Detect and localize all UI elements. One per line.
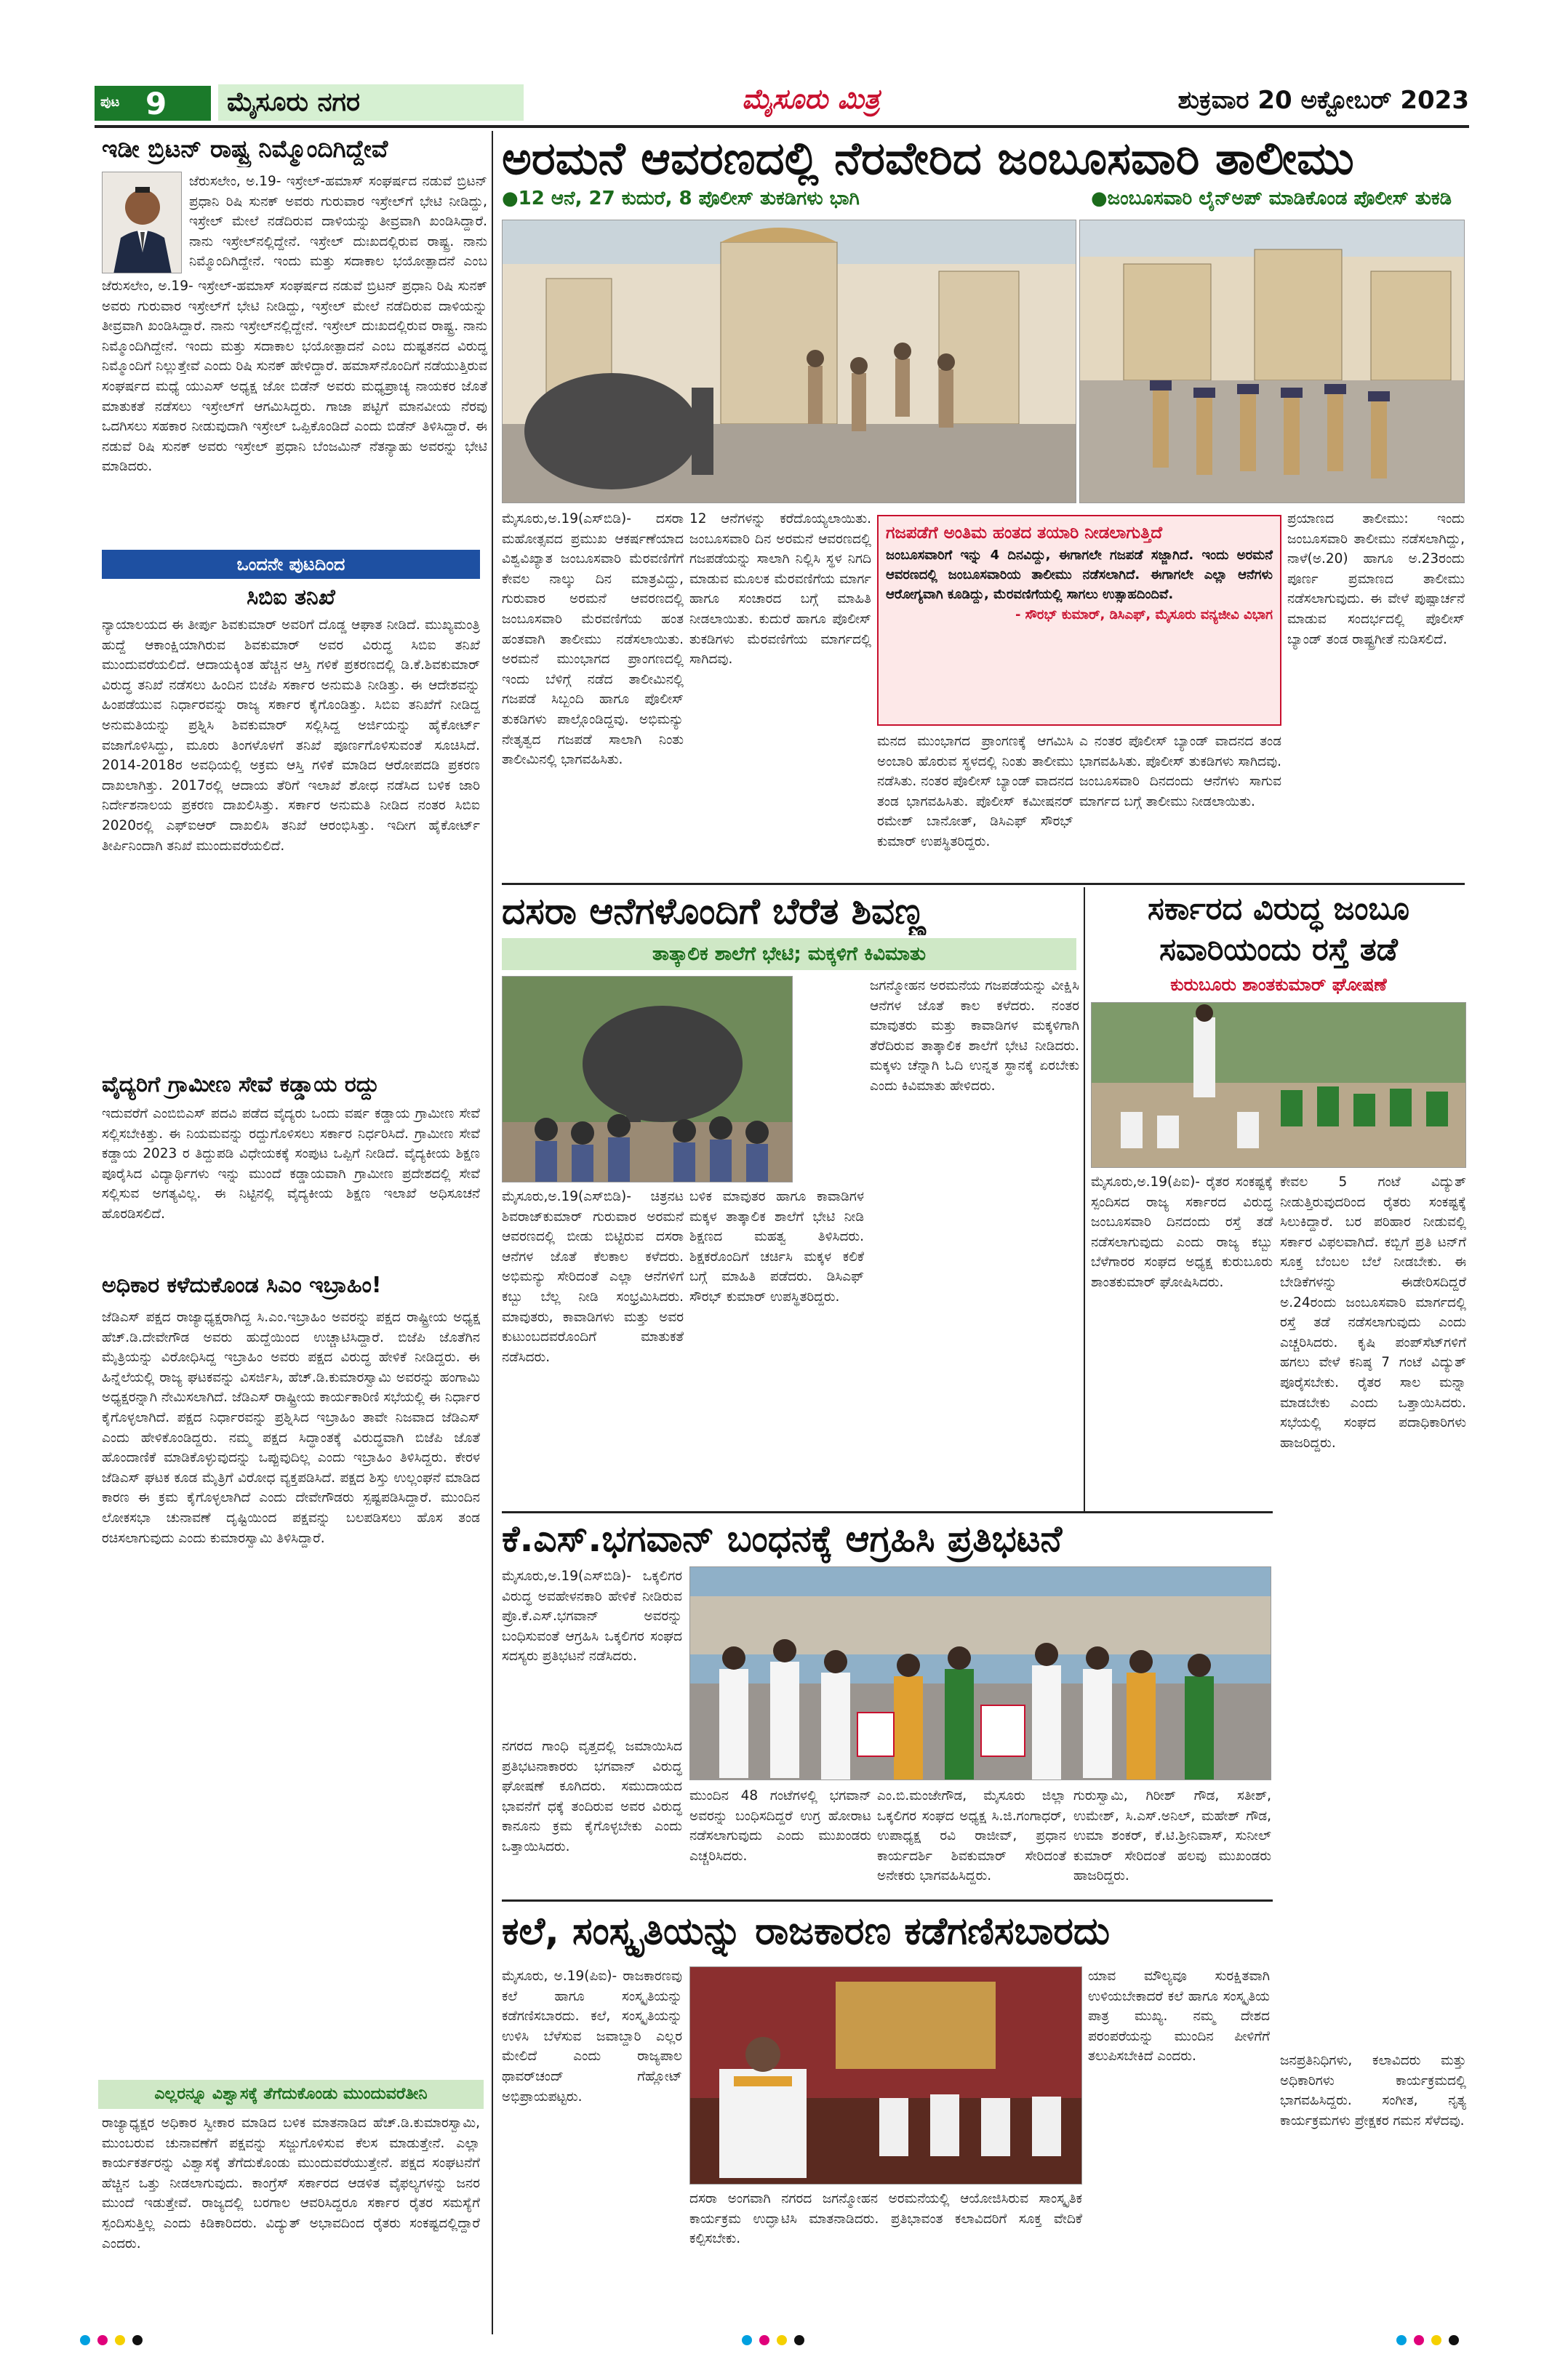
- paper-logo: ಮೈಸೂರು ಮಿತ್ರ: [742, 83, 880, 115]
- cbi-body: ನ್ಯಾಯಾಲಯದ ಈ ತೀರ್ಪು ಶಿವಕುಮಾರ್ ಅವರಿಗೆ ದೊಡ್ಡ ಆಘಾತ ನೀಡಿದೆ. ಮುಖ್ಯಮಂತ್ರಿ ಹುದ್ದೆ ಆಕಾಂಕ್ಷಿಯಾಗಿರುವ ಶಿವಕುಮಾರ್ ಅವರ ವಿರುದ್ಧ ಸಿಬಿಐ ತನಿಖೆ ಮುಂದುವರೆಯಲಿದೆ. ಆದಾಯಕ್ಕಿಂತ ಹೆಚ್ಚಿನ ಆಸ್ತಿ ಗಳಿಕೆ ಪ್ರಕರಣದಲ್ಲಿ ಡಿ.ಕೆ.ಶಿವಕುಮಾರ್ ವಿರುದ್ಧ ತನಿಖೆ ನಡೆಸಲು ಹಿಂದಿನ ಬಿಜೆಪಿ ಸರ್ಕಾರ ಅನುಮತಿ ನೀಡಿತ್ತು. ಈ ಆದೇಶವನ್ನು ಹಿಂಪಡೆಯುವ ನಿರ್ಧಾರವನ್ನು ರಾಜ್ಯ ಸರ್ಕಾರ ಕೈಗೊಂಡಿತ್ತು. ಸಿಬಿಐ ತನಿಖೆಗೆ ನೀಡಿದ್ದ ಅನುಮತಿಯನ್ನು ಪ್ರಶ್ನಿಸಿ ಶಿವಕುಮಾರ್ ಸಲ್ಲಿಸಿದ್ದ ಅರ್ಜಿಯನ್ನು ಹೈಕೋರ್ಟ್ ವಜಾಗೊಳಿಸಿದ್ದು, ಮೂರು ತಿಂಗಳೊಳಗೆ ತನಿಖೆ ಪೂರ್ಣಗೊಳಿಸುವಂತೆ ಸೂಚಿಸಿದೆ. 2014-2018ರ ಅವಧಿಯಲ್ಲಿ ಅಕ್ರಮ ಆಸ್ತಿ ಗಳಿಕೆ ಮಾಡಿದ ಆರೋಪದಡಿ ಪ್ರಕರಣ ದಾಖಲಾಗಿತ್ತು. 2017ರಲ್ಲಿ ಆದಾಯ ತೆರಿಗೆ ಇಲಾಖೆ ಶೋಧ ನಡೆಸಿದ ಬಳಿಕ ಜಾರಿ ನಿರ್ದೇಶನಾಲಯ ಪ್ರಕರಣ ದಾಖಲಿಸಿತ್ತು. ಸರ್ಕಾರ ಅನುಮತಿ ನೀಡಿದ ನಂತರ ಸಿಬಿಐ 2020ರಲ್ಲಿ ಎಫ್‌ಐಆರ್ ದಾಖಲಿಸಿ ತನಿಖೆ ಆರಂಭಿಸಿತ್ತು. ಇದೀಗ ಹೈಕೋರ್ಟ್ ತೀರ್ಪಿನಿಂದಾಗಿ ತನಿಖೆ ಮುಂದುವರೆಯಲಿದೆ.: [102, 617, 480, 854]
- cyan-dot: [1396, 2335, 1407, 2345]
- protest2-col-1: ಮೈಸೂರು,ಅ.19(ಎಸ್‌ಬಿಡಿ)- ಒಕ್ಕಲಿಗರ ವಿರುದ್ಧ ಅವಹೇಳನಕಾರಿ ಹೇಳಿಕೆ ನೀಡಿರುವ ಪ್ರೊ.ಕೆ.ಎಸ್.ಭಗವಾನ್ ಅವರನ್ನು ಬಂಧಿಸುವಂತೆ ಆಗ್ರಹಿಸಿ ಒಕ್ಕಲಿಗರ ಸಂಘದ ಸದಸ್ಯರು ಪ್ರತಿಭಟನೆ ನಡೆಸಿದರು.: [502, 1569, 682, 1665]
- masthead-rule: [95, 125, 1469, 128]
- culture-headline: ಕಲೆ, ಸಂಸ್ಕೃತಿಯನ್ನು ರಾಜಕಾರಣ ಕಡೆಗಣಿಸಬಾರದು: [502, 1910, 1111, 1953]
- protest1-headline: ಸರ್ಕಾರದ ವಿರುದ್ಧ ಜಂಬೂ ಸವಾರಿಯಂದು ರಸ್ತೆ ತಡೆ: [1147, 891, 1409, 968]
- ibrahim-body: ಜೆಡಿಎಸ್ ಪಕ್ಷದ ರಾಜ್ಯಾಧ್ಯಕ್ಷರಾಗಿದ್ದ ಸಿ.ಎಂ.ಇಬ್ರಾಹಿಂ ಅವರನ್ನು ಪಕ್ಷದ ರಾಷ್ಟ್ರೀಯ ಅಧ್ಯಕ್ಷ ಹೆಚ್.ಡಿ.ದೇವೇಗೌಡ ಅವರು ಹುದ್ದೆಯಿಂದ ಉಚ್ಚಾಟಿಸಿದ್ದಾರೆ. ಬಿಜೆಪಿ ಜೊತೆಗಿನ ಮೈತ್ರಿಯನ್ನು ವಿರೋಧಿಸಿದ್ದ ಇಬ್ರಾಹಿಂ ಅವರು ಪಕ್ಷದ ವಿರುದ್ಧ ಹೇಳಿಕೆ ನೀಡಿದ್ದರು. ಈ ಹಿನ್ನೆಲೆಯಲ್ಲಿ ರಾಜ್ಯ ಘಟಕವನ್ನು ವಿಸರ್ಜಿಸಿ, ಹೆಚ್.ಡಿ.ಕುಮಾರಸ್ವಾಮಿ ಅವರನ್ನು ಹಂಗಾಮಿ ಅಧ್ಯಕ್ಷರನ್ನಾಗಿ ನೇಮಿಸಲಾಗಿದೆ. ಜೆಡಿಎಸ್ ರಾಷ್ಟ್ರೀಯ ಕಾರ್ಯಕಾರಿಣಿ ಸಭೆಯಲ್ಲಿ ಈ ನಿರ್ಧಾರ ಕೈಗೊಳ್ಳಲಾಗಿದೆ. ಪಕ್ಷದ ನಿರ್ಧಾರವನ್ನು ಪ್ರಶ್ನಿಸಿದ ಇಬ್ರಾಹಿಂ ತಾವೇ ನಿಜವಾದ ಜೆಡಿಎಸ್ ಎಂದು ಹೇಳಿಕೊಂಡಿದ್ದರು. ನಮ್ಮ ಪಕ್ಷದ ಸಿದ್ಧಾಂತಕ್ಕೆ ವಿರುದ್ಧವಾಗಿ ಬಿಜೆಪಿ ಜೊತೆ ಹೊಂದಾಣಿಕೆ ಮಾಡಿಕೊಳ್ಳುವುದನ್ನು ಒಪ್ಪುವುದಿಲ್ಲ ಎಂದು ಇಬ್ರಾಹಿಂ ತಿಳಿಸಿದ್ದರು. ಕೇರಳ ಜೆಡಿಎಸ್ ಘಟಕ ಕೂಡ ಮೈತ್ರಿಗೆ ವಿರೋಧ ವ್ಯಕ್ತಪಡಿಸಿದೆ. ಪಕ್ಷದ ಶಿಸ್ತು ಉಲ್ಲಂಘನೆ ಮಾಡಿದ ಕಾರಣ ಈ ಕ್ರಮ ಕೈಗೊಳ್ಳಲಾಗಿದೆ ಎಂದು ದೇವೇಗೌಡರು ಸ್ಪಷ್ಟಪಡಿಸಿದ್ದಾರೆ. ಮುಂದಿನ ಲೋಕಸಭಾ ಚುನಾವಣೆ ದೃಷ್ಟಿಯಿಂದ ಪಕ್ಷವನ್ನು ಬಲಪಡಿಸಲು ಹೊಸ ತಂಡ ರಚಿಸಲಾಗುವುದು ಎಂದು ಕುಮಾರಸ್ವಾಮಿ ತಿಳಿಸಿದ್ದಾರೆ.: [102, 1310, 480, 1546]
- shivanna-photo: [502, 976, 793, 1182]
- page-label: ಪುಟ: [100, 95, 120, 110]
- police-platoon-illustration: [1080, 220, 1465, 503]
- protest1-col-1: ಮೈಸೂರು,ಅ.19(ಪಿಐ)- ರೈತರ ಸಂಕಷ್ಟಕ್ಕೆ ಸ್ಪಂದಿಸದ ರಾಜ್ಯ ಸರ್ಕಾರದ ವಿರುದ್ಧ ಜಂಬೂಸವಾರಿ ದಿನದಂದು ರಸ್ತೆ ತಡೆ ನಡೆಸಲಾಗುವುದು ಎಂದು ರಾಜ್ಯ ಕಬ್ಬು ಬೆಳೆಗಾರರ ಸಂಘದ ಅಧ್ಯಕ್ಷ ಕುರುಬೂರು ಶಾಂತಕುಮಾರ್ ಘೋಷಿಸಿದರು.: [1091, 1174, 1273, 1290]
- protest2-col-2: ನಗರದ ಗಾಂಧಿ ವೃತ್ತದಲ್ಲಿ ಜಮಾಯಿಸಿದ ಪ್ರತಿಭಟನಾಕಾರರು ಭಗವಾನ್ ವಿರುದ್ಧ ಘೋಷಣೆ ಕೂಗಿದರು. ಸಮುದಾಯದ ಭಾವನೆಗೆ ಧಕ್ಕೆ ತಂದಿರುವ ಅವರ ವಿರುದ್ಧ ಕಾನೂನು ಕ್ರಮ ಕೈಗೊಳ್ಳಬೇಕು ಎಂದು ಒತ್ತಾಯಿಸಿದರು.: [502, 1739, 682, 1854]
- culture-col-2: ದಸರಾ ಅಂಗವಾಗಿ ನಗರದ ಜಗನ್ಮೋಹನ ಅರಮನೆಯಲ್ಲಿ ಆಯೋಜಿಸಿರುವ ಸಾಂಸ್ಕೃತಿಕ ಕಾರ್ಯಕ್ರಮ ಉದ್ಘಾಟಿಸಿ ಮಾತನಾಡಿದರು. ಪ್ರತಿಭಾವಂತ ಕಲಾವಿದರಿಗೆ ಸೂಕ್ತ ವೇದಿಕೆ ಕಲ್ಪಿಸಬೇಕು.: [689, 2191, 1082, 2247]
- main-bullet-2: ●ಜಂಬೂಸವಾರಿ ಲೈನ್‌ಅಪ್ ಮಾಡಿಕೊಂಡ ಪೊಲೀಸ್ ತುಕಡಿ: [1091, 188, 1452, 209]
- issue-date: ಶುಕ್ರವಾರ 20 ಅಕ್ಟೋಬರ್ 2023: [1177, 86, 1469, 115]
- culture-rule: [502, 1899, 1273, 1902]
- magenta-dot: [97, 2335, 108, 2345]
- page-number-box: [95, 86, 211, 121]
- cbi-headline: ಸಿಬಿಐ ತನಿಖೆ: [247, 585, 335, 610]
- shivanna-col-1: ಜಗನ್ಮೋಹನ ಅರಮನೆಯ ಗಜಪಡೆಯನ್ನು ವೀಕ್ಷಿಸಿ ಆನೆಗಳ ಜೊತೆ ಕಾಲ ಕಳೆದರು. ನಂತರ ಮಾವುತರು ಮತ್ತು ಕಾವಾಡಿಗಳ ಮಕ್ಕಳಿಗಾಗಿ ತೆರೆದಿರುವ ತಾತ್ಕಾಲಿಕ ಶಾಲೆಗೆ ಭೇಟಿ ನೀಡಿದರು. ಮಕ್ಕಳು ಚೆನ್ನಾಗಿ ಓದಿ ಉನ್ನತ ಸ್ಥಾನಕ್ಕೆ ಏರಬೇಕು ಎಂದು ಕಿವಿಮಾತು ಹೇಳಿದರು.: [870, 978, 1079, 1094]
- registration-dots-right: [1396, 2334, 1466, 2348]
- uk-body-copy: ಜೆರುಸಲೇಂ, ಅ.19- ಇಸ್ರೇಲ್-ಹಮಾಸ್ ಸಂಘರ್ಷದ ನಡುವೆ ಬ್ರಿಟನ್ ಪ್ರಧಾನಿ ರಿಷಿ ಸುನಕ್ ಅವರು ಗುರುವಾರ ಇಸ್ರೇಲ್‌ಗೆ ಭೇಟಿ ನೀಡಿದ್ದು, ಇಸ್ರೇಲ್ ಮೇಲೆ ನಡೆದಿರುವ ದಾಳಿಯನ್ನು ತೀವ್ರವಾಗಿ ಖಂಡಿಸಿದ್ದಾರೆ. ನಾನು ಇಸ್ರೇಲ್‌ನಲ್ಲಿದ್ದೇನೆ. ಇಸ್ರೇಲ್ ದುಃಖದಲ್ಲಿರುವ ರಾಷ್ಟ್ರ. ನಾನು ನಿಮ್ಮೊಂದಿಗಿದ್ದೇನೆ. ಇಂದು ಮತ್ತು ಸದಾಕಾಲ ಭಯೋತ್ಪಾದನೆ ಎಂಬ ದುಷ್ಟತನದ ವಿರುದ್ಧ ನಿಮ್ಮೊಂದಿಗೆ ನಿಲ್ಲುತ್ತೇವೆ ಎಂದು ರಿಷಿ ಸುನಕ್ ಹೇಳಿದ್ದಾರೆ. ಹಮಾಸ್‌ನೊಂದಿಗೆ ನಡೆಯುತ್ತಿರುವ ಸಂಘರ್ಷದ ಮಧ್ಯೆ ಯುಎಸ್ ಅಧ್ಯಕ್ಷ ಜೋ ಬಿಡೆನ್ ಅವರು ಮಧ್ಯಪ್ರಾಚ್ಯ ನಾಯಕರ ಜೊತೆ ಮಾತುಕತೆ ನಡೆಸಲು ಇಸ್ರೇಲ್‌ಗೆ ಆಗಮಿಸಿದ್ದರು. ಗಾಜಾ ಪಟ್ಟಿಗೆ ಮಾನವೀಯ ನೆರವು ಒದಗಿಸಲು ಸಹಕಾರ ನೀಡುವುದಾಗಿ ಇಸ್ರೇಲ್ ಒಪ್ಪಿಕೊಂಡಿದೆ ಎಂದು ಬಿಡೆನ್ ತಿಳಿಸಿದ್ದಾರೆ. ಈ ನಡುವೆ ರಿಷಿ ಸುನಕ್ ಅವರು ಇಸ್ರೇಲ್ ಪ್ರಧಾನಿ ಬೆಂಜಮಿನ್ ನೆತನ್ಯಾಹು ಅವರನ್ನು ಭೇಟಿ ಮಾಡಿದರು.: [102, 279, 487, 475]
- shivanna-col-2: ಮೈಸೂರು,ಅ.19(ಎಸ್‌ಬಿಡಿ)- ಚಿತ್ರನಟ ಶಿವರಾಜ್‌ಕುಮಾರ್ ಗುರುವಾರ ಅರಮನೆ ಆವರಣದಲ್ಲಿ ಬೀಡು ಬಿಟ್ಟಿರುವ ದಸರಾ ಆನೆಗಳ ಜೊತೆ ಕೆಲಕಾಲ ಕಳೆದರು. ಅಭಿಮನ್ಯು ಸೇರಿದಂತೆ ಎಲ್ಲಾ ಆನೆಗಳಿಗೆ ಕಬ್ಬು ಬೆಲ್ಲ ನೀಡಿ ಸಂಭ್ರಮಿಸಿದರು. ಮಾವುತರು, ಕಾವಾಡಿಗಳು ಮತ್ತು ಅವರ ಕುಟುಂಬದವರೊಂದಿಗೆ ಮಾತುಕತೆ ನಡೆಸಿದರು.: [502, 1189, 684, 1365]
- culture-photo: [689, 1966, 1082, 2185]
- main-bullets: [502, 188, 1462, 218]
- shivanna-col-3: ಬಳಿಕ ಮಾವುತರ ಹಾಗೂ ಕಾವಾಡಿಗಳ ಮಕ್ಕಳ ತಾತ್ಕಾಲಿಕ ಶಾಲೆಗೆ ಭೇಟಿ ನೀಡಿ ಶಿಕ್ಷಣದ ಮಹತ್ವ ತಿಳಿಸಿದರು. ಶಿಕ್ಷಕರೊಂದಿಗೆ ಚರ್ಚಿಸಿ ಮಕ್ಕಳ ಕಲಿಕೆ ಬಗ್ಗೆ ಮಾಹಿತಿ ಪಡೆದರು. ಡಿಸಿಎಫ್ ಸೌರಭ್ ಕುಮಾರ್ ಉಪಸ್ಥಿತರಿದ್ದರು.: [689, 1189, 864, 1305]
- main-bullet-1: ●12 ಆನೆ, 27 ಕುದುರೆ, 8 ಪೊಲೀಸ್ ತುಕಡಿಗಳು ಭಾಗಿ: [502, 188, 860, 209]
- uk-story: [95, 131, 487, 545]
- farmers-meeting-illustration: [1092, 1003, 1466, 1168]
- main-col-1: ಮೈಸೂರು,ಅ.19(ಎಸ್‌ಬಿಡಿ)- ದಸರಾ ಮಹೋತ್ಸವದ ಪ್ರಮುಖ ಆಕರ್ಷಣೆಯಾದ ವಿಶ್ವವಿಖ್ಯಾತ ಜಂಬೂಸವಾರಿ ಮೆರವಣಿಗೆಗೆ ಕೇವಲ ನಾಲ್ಕು ದಿನ ಮಾತ್ರವಿದ್ದು, ಗುರುವಾರ ಅರಮನೆ ಆವರಣದಲ್ಲಿ ಜಂಬೂಸವಾರಿ ಮೆರವಣಿಗೆಯ ಹಂತ ಹಂತವಾಗಿ ತಾಲೀಮು ನಡೆಸಲಾಯಿತು. ಅರಮನೆ ಮುಂಭಾಗದ ಪ್ರಾಂಗಣದಲ್ಲಿ ಇಂದು ಬೆಳಿಗ್ಗೆ ನಡೆದ ತಾಲೀಮಿನಲ್ಲಿ ಗಜಪಡೆ ಸಿಬ್ಬಂದಿ ಹಾಗೂ ಪೊಲೀಸ್ ತುಕಡಿಗಳು ಪಾಲ್ಗೊಂಡಿದ್ದವು. ಅಭಿಮನ್ಯು ನೇತೃತ್ವದ ಗಜಪಡೆ ಸಾಲಾಗಿ ನಿಂತು ತಾಲೀಮಿನಲ್ಲಿ ಭಾಗವಹಿಸಿತು.: [502, 511, 684, 768]
- protest2-col-3: ಮುಂದಿನ 48 ಗಂಟೆಗಳಲ್ಲಿ ಭಗವಾನ್ ಅವರನ್ನು ಬಂಧಿಸದಿದ್ದರೆ ಉಗ್ರ ಹೋರಾಟ ನಡೆಸಲಾಗುವುದು ಎಂದು ಮುಖಂಡರು ಎಚ್ಚರಿಸಿದರು.: [689, 1788, 871, 1864]
- dcf-quote-text: ಜಂಬೂಸವಾರಿಗೆ ಇನ್ನು 4 ದಿನವಿದ್ದು, ಈಗಾಗಲೇ ಗಜಪಡೆ ಸಜ್ಜಾಗಿದೆ. ಇಂದು ಅರಮನೆ ಆವರಣದಲ್ಲಿ ಜಂಬೂಸವಾರಿಯ ತಾಲೀಮು ನಡೆಸಲಾಗಿದೆ. ಈಗಾಗಲೇ ಎಲ್ಲಾ ಆನೆಗಳು ಆರೋಗ್ಯವಾಗಿ ಕೂಡಿದ್ದು, ಮೆರವಣಿಗೆಯಲ್ಲಿ ಸಾಗಲು ಉತ್ಸಾಹದಿಂದಿವೆ.: [886, 548, 1273, 602]
- actor-with-elephants-illustration: [503, 977, 793, 1182]
- rural-headline: ವೈದ್ಯರಿಗೆ ಗ್ರಾಮೀಣ ಸೇವೆ ಕಡ್ಡಾಯ ರದ್ದು: [102, 1072, 380, 1097]
- magenta-dot: [759, 2335, 769, 2345]
- continued-band: ಒಂದನೇ ಪುಟದಿಂದ: [102, 550, 480, 579]
- shivanna-subhead: ತಾತ್ಕಾಲಿಕ ಶಾಲೆಗೆ ಭೇಟಿ; ಮಕ್ಕಳಿಗೆ ಕಿವಿಮಾತು: [502, 938, 1076, 970]
- dcf-quote-box: [877, 515, 1281, 726]
- uk-body: ಜೆರುಸಲೇಂ, ಅ.19- ಇಸ್ರೇಲ್-ಹಮಾಸ್ ಸಂಘರ್ಷದ ನಡುವೆ ಬ್ರಿಟನ್ ಪ್ರಧಾನಿ ರಿಷಿ ಸುನಕ್ ಅವರು ಗುರುವಾರ ಇಸ್ರೇಲ್‌ಗೆ ಭೇಟಿ ನೀಡಿದ್ದು, ಇಸ್ರೇಲ್ ಮೇಲೆ ನಡೆದಿರುವ ದಾಳಿಯನ್ನು ತೀವ್ರವಾಗಿ ಖಂಡಿಸಿದ್ದಾರೆ. ನಾನು ಇಸ್ರೇಲ್‌ನಲ್ಲಿದ್ದೇನೆ. ಇಸ್ರೇಲ್ ದುಃಖದಲ್ಲಿರುವ ರಾಷ್ಟ್ರ. ನಾನು ನಿಮ್ಮೊಂದಿಗಿದ್ದೇನೆ. ಇಂದು ಮತ್ತು ಸದಾಕಾಲ ಭಯೋತ್ಪಾದನೆ ಎಂಬ: [189, 174, 487, 270]
- police-march-photo: [1079, 220, 1465, 503]
- page-number: 9: [145, 86, 167, 121]
- sunak-photo: [102, 172, 182, 273]
- palace-elephant-illustration: [503, 220, 1076, 503]
- dcf-quote-title: ಗಜಪಡೆಗೆ ಅಂತಿಮ ಹಂತದ ತಯಾರಿ ನೀಡಲಾಗುತ್ತಿದೆ: [886, 524, 1163, 543]
- protest2-headline: ಕೆ.ಎಸ್.ಭಗವಾನ್ ಬಂಧನಕ್ಕೆ ಆಗ್ರಹಿಸಿ ಪ್ರತಿಭಟನೆ: [502, 1518, 1063, 1560]
- registration-dots-center: [742, 2334, 812, 2348]
- culture-col-3: ಯಾವ ಮೌಲ್ಯವೂ ಸುರಕ್ಷಿತವಾಗಿ ಉಳಿಯಬೇಕಾದರೆ ಕಲೆ ಹಾಗೂ ಸಂಸ್ಕೃತಿಯ ಪಾತ್ರ ಮುಖ್ಯ. ನಮ್ಮ ದೇಶದ ಪರಂಪರೆಯನ್ನು ಮುಂದಿನ ಪೀಳಿಗೆಗೆ ತಲುಪಿಸಬೇಕಿದೆ ಎಂದರು.: [1088, 1969, 1270, 2065]
- main-story-rule: [502, 883, 1465, 885]
- yellow-dot: [115, 2335, 125, 2345]
- masthead: [87, 80, 1469, 124]
- protest-crowd-illustration: [690, 1567, 1271, 1780]
- main-col-2: 12 ಆನೆಗಳನ್ನು ಕರೆದೊಯ್ಯಲಾಯಿತು. ಜಂಬೂಸವಾರಿ ದಿನ ಅರಮನೆ ಆವರಣದಲ್ಲಿ ಗಜಪಡೆಯನ್ನು ಸಾಲಾಗಿ ನಿಲ್ಲಿಸಿ ಸ್ಥಳ ನಿಗದಿ ಮಾಡುವ ಮೂಲಕ ಮೆರವಣಿಗೆಯ ಮಾರ್ಗ ಹಾಗೂ ಸಂಚಾರದ ಬಗ್ಗೆ ಮಾಹಿತಿ ನೀಡಲಾಯಿತು. ಕುದುರೆ ಹಾಗೂ ಪೊಲೀಸ್ ತುಕಡಿಗಳು ಮೆರವಣಿಗೆಯ ಮಾರ್ಗದಲ್ಲಿ ಸಾಗಿದವು.: [689, 511, 871, 668]
- protest2-col-5: ಗುರುಸ್ವಾಮಿ, ಗಿರೀಶ್ ಗೌಡ, ಸತೀಶ್, ಉಮೇಶ್, ಸಿ.ಎಸ್.ಅನಿಲ್, ಮಹೇಶ್ ಗೌಡ, ಉಮಾ ಶಂಕರ್, ಕೆ.ಟಿ.ಶ್ರೀನಿವಾಸ್, ಸುನೀಲ್ ಕುಮಾರ್ ಸೇರಿದಂತೆ ಹಲವು ಮುಖಂಡರು ಹಾಜರಿದ್ದರು.: [1073, 1788, 1271, 1884]
- section-title: ಮೈಸೂರು ನಗರ: [218, 84, 524, 121]
- kumaraswamy-body: ರಾಜ್ಯಾಧ್ಯಕ್ಷರ ಅಧಿಕಾರ ಸ್ವೀಕಾರ ಮಾಡಿದ ಬಳಿಕ ಮಾತನಾಡಿದ ಹೆಚ್.ಡಿ.ಕುಮಾರಸ್ವಾಮಿ, ಮುಂಬರುವ ಚುನಾವಣೆಗೆ ಪಕ್ಷವನ್ನು ಸಜ್ಜುಗೊಳಿಸುವ ಕೆಲಸ ಮಾಡುತ್ತೇನೆ. ಎಲ್ಲಾ ಕಾರ್ಯಕರ್ತರನ್ನು ವಿಶ್ವಾಸಕ್ಕೆ ತೆಗೆದುಕೊಂಡು ಮುಂದುವರೆಯುತ್ತೇನೆ. ಪಕ್ಷದ ಸಂಘಟನೆಗೆ ಹೆಚ್ಚಿನ ಒತ್ತು ನೀಡಲಾಗುವುದು. ಕಾಂಗ್ರೆಸ್ ಸರ್ಕಾರದ ಆಡಳಿತ ವೈಫಲ್ಯಗಳನ್ನು ಜನರ ಮುಂದೆ ಇಡುತ್ತೇವೆ. ರಾಜ್ಯದಲ್ಲಿ ಬರಗಾಲ ಆವರಿಸಿದ್ದರೂ ಸರ್ಕಾರ ರೈತರ ಸಮಸ್ಯೆಗೆ ಸ್ಪಂದಿಸುತ್ತಿಲ್ಲ ಎಂದು ಕಿಡಿಕಾರಿದರು. ವಿದ್ಯುತ್ ಅಭಾವದಿಂದ ರೈತರು ಸಂಕಷ್ಟದಲ್ಲಿದ್ದಾರೆ ಎಂದರು.: [102, 2115, 480, 2251]
- farmers-meeting-photo: [1091, 1002, 1466, 1168]
- protest2-col-4: ಎಂ.ಬಿ.ಮಂಜೇಗೌಡ, ಮೈಸೂರು ಜಿಲ್ಲಾ ಒಕ್ಕಲಿಗರ ಸಂಘದ ಅಧ್ಯಕ್ಷ ಸಿ.ಜಿ.ಗಂಗಾಧರ್, ಉಪಾಧ್ಯಕ್ಷ ರವಿ ರಾಜೀವ್, ಪ್ರಧಾನ ಕಾರ್ಯದರ್ಶಿ ಶಿವಕುಮಾರ್ ಸೇರಿದಂತೆ ಅನೇಕರು ಭಾಗವಹಿಸಿದ್ದರು.: [877, 1788, 1066, 1884]
- black-dot: [1449, 2335, 1459, 2345]
- dcf-quote-sign: - ಸೌರಭ್ ಕುಮಾರ್, ಡಿಸಿಎಫ್, ಮೈಸೂರು ವನ್ಯಜೀವಿ ವಿಭಾಗ: [1015, 607, 1273, 622]
- yellow-dot: [777, 2335, 787, 2345]
- col-divider-left: [492, 131, 493, 2334]
- protest2-rule: [502, 1511, 1273, 1513]
- culture-col-1: ಮೈಸೂರು, ಅ.19(ಪಿಐ)- ರಾಜಕಾರಣವು ಕಲೆ ಹಾಗೂ ಸಂಸ್ಕೃತಿಯನ್ನು ಕಡೆಗಣಿಸಬಾರದು. ಕಲೆ, ಸಂಸ್ಕೃತಿಯನ್ನು ಉಳಿಸಿ ಬೆಳೆಸುವ ಜವಾಬ್ದಾರಿ ಎಲ್ಲರ ಮೇಲಿದೆ ಎಂದು ರಾಜ್ಯಪಾಲ ಥಾವರ್‌ಚಂದ್ ಗೆಹ್ಲೋಟ್ ಅಭಿಪ್ರಾಯಪಟ್ಟರು.: [502, 1969, 682, 2105]
- uk-body-cont: [102, 276, 487, 538]
- governor-speech-illustration: [690, 1967, 1082, 2185]
- elephant-rehearsal-photo: [502, 220, 1076, 503]
- protest2-photo: [689, 1566, 1271, 1780]
- ibrahim-headline: ಅಧಿಕಾರ ಕಳೆದುಕೊಂಡ ಸಿಎಂ ಇಬ್ರಾಹಿಂ!: [102, 1273, 382, 1298]
- yellow-dot: [1431, 2335, 1441, 2345]
- cyan-dot: [742, 2335, 752, 2345]
- main-col-5: ಪ್ರಯಾಣದ ತಾಲೀಮು: ಇಂದು ಜಂಬೂಸವಾರಿ ತಾಲೀಮು ನಡೆಸಲಾಗಿದ್ದು, ನಾಳೆ(ಅ.20) ಹಾಗೂ ಅ.23ರಂದು ಪೂರ್ಣ ಪ್ರಮಾಣದ ತಾಲೀಮು ನಡೆಸಲಾಗುವುದು. ಈ ವೇಳೆ ಪುಷ್ಪಾರ್ಚನೆ ಮಾಡುವ ಸಂದರ್ಭದಲ್ಲಿ ಪೊಲೀಸ್ ಬ್ಯಾಂಡ್ ತಂಡ ರಾಷ್ಟ್ರಗೀತೆ ನುಡಿಸಲಿದೆ.: [1287, 511, 1465, 647]
- cyan-dot: [80, 2335, 90, 2345]
- main-headline: ಅರಮನೆ ಆವರಣದಲ್ಲಿ ನೆರವೇರಿದ ಜಂಬೂಸವಾರಿ ತಾಲೀಮು: [502, 132, 1354, 185]
- col-divider-right: [1084, 887, 1085, 1513]
- uk-headline: ಇಡೀ ಬ್ರಿಟನ್ ರಾಷ್ಟ್ರ ನಿಮ್ಮೊಂದಿಗಿದ್ದೇವೆ: [102, 135, 388, 163]
- black-dot: [794, 2335, 804, 2345]
- culture-col-4: ಜನಪ್ರತಿನಿಧಿಗಳು, ಕಲಾವಿದರು ಮತ್ತು ಅಧಿಕಾರಿಗಳು ಕಾರ್ಯಕ್ರಮದಲ್ಲಿ ಭಾಗವಹಿಸಿದ್ದರು. ಸಂಗೀತ, ನೃತ್ಯ ಕಾರ್ಯಕ್ರಮಗಳು ಪ್ರೇಕ್ಷಕರ ಗಮನ ಸೆಳೆದವು.: [1280, 2053, 1466, 2129]
- magenta-dot: [1414, 2335, 1424, 2345]
- registration-dots-left: [80, 2334, 150, 2348]
- protest1-subhead: ಕುರುಬೂರು ಶಾಂತಕುಮಾರ್ ಘೋಷಣೆ: [1170, 974, 1387, 995]
- shivanna-headline: ದಸರಾ ಆನೆಗಳೊಂದಿಗೆ ಬೆರೆತ ಶಿವಣ್ಣ: [502, 890, 926, 932]
- kumaraswamy-band: ಎಲ್ಲರನ್ನೂ ವಿಶ್ವಾಸಕ್ಕೆ ತೆಗೆದುಕೊಂಡು ಮುಂದುವರೆತೀನಿ: [98, 2080, 484, 2109]
- main-col-4: ಎ ನಂತರ ಪೊಲೀಸ್ ಬ್ಯಾಂಡ್ ವಾದನದ ತಂಡ ಭಾಗವಹಿಸಿತು. ಪೊಲೀಸ್ ತುಕಡಿಗಳು ಸಾಗಿದವು. ಜಂಬೂಸವಾರಿ ದಿನದಂದು ಆನೆಗಳು ಸಾಗುವ ಮಾರ್ಗದ ಬಗ್ಗೆ ತಾಲೀಮು ನೀಡಲಾಯಿತು.: [1079, 734, 1281, 809]
- black-dot: [132, 2335, 143, 2345]
- main-col-3: ಮನದ ಮುಂಭಾಗದ ಪ್ರಾಂಗಣಕ್ಕೆ ಆಗಮಿಸಿ ಅಂಬಾರಿ ಹೊರುವ ಸ್ಥಳದಲ್ಲಿ ನಿಂತು ತಾಲೀಮು ನಡೆಸಿತು. ನಂತರ ಪೊಲೀಸ್ ಬ್ಯಾಂಡ್ ವಾದನದ ತಂಡ ಭಾಗವಹಿಸಿತು. ಪೊಲೀಸ್ ಕಮೀಷನರ್ ರಮೇಶ್ ಬಾನೋತ್, ಡಿಸಿಎಫ್ ಸೌರಭ್ ಕುಮಾರ್ ಉಪಸ್ಥಿತರಿದ್ದರು.: [877, 734, 1073, 849]
- protest1-col-2: ಕೇವಲ 5 ಗಂಟೆ ವಿದ್ಯುತ್ ನೀಡುತ್ತಿರುವುದರಿಂದ ರೈತರು ಸಂಕಷ್ಟಕ್ಕೆ ಸಿಲುಕಿದ್ದಾರೆ. ಬರ ಪರಿಹಾರ ನೀಡುವಲ್ಲಿ ಸರ್ಕಾರ ವಿಫಲವಾಗಿದೆ. ಕಬ್ಬಿಗೆ ಪ್ರತಿ ಟನ್‌ಗೆ ಸೂಕ್ತ ಬೆಂಬಲ ಬೆಲೆ ನೀಡಬೇಕು. ಈ ಬೇಡಿಕೆಗಳನ್ನು ಈಡೇರಿಸದಿದ್ದರೆ ಅ.24ರಂದು ಜಂಬೂಸವಾರಿ ಮಾರ್ಗದಲ್ಲಿ ರಸ್ತೆ ತಡೆ ನಡೆಸಲಾಗುವುದು ಎಂದು ಎಚ್ಚರಿಸಿದರು. ಕೃಷಿ ಪಂಪ್‌ಸೆಟ್‌ಗಳಿಗೆ ಹಗಲು ವೇಳೆ ಕನಿಷ್ಠ 7 ಗಂಟೆ ವಿದ್ಯುತ್ ಪೂರೈಸಬೇಕು. ರೈತರ ಸಾಲ ಮನ್ನಾ ಮಾಡಬೇಕು ಎಂದು ಒತ್ತಾಯಿಸಿದರು. ಸಭೆಯಲ್ಲಿ ಸಂಘದ ಪದಾಧಿಕಾರಿಗಳು ಹಾಜರಿದ್ದರು.: [1280, 1174, 1466, 1451]
- sunak-portrait: [103, 172, 182, 273]
- rural-body: ಇದುವರೆಗೆ ಎಂಬಿಬಿಎಸ್ ಪದವಿ ಪಡೆದ ವೈದ್ಯರು ಒಂದು ವರ್ಷ ಕಡ್ಡಾಯ ಗ್ರಾಮೀಣ ಸೇವೆ ಸಲ್ಲಿಸಬೇಕಿತ್ತು. ಈ ನಿಯಮವನ್ನು ರದ್ದುಗೊಳಿಸಲು ಸರ್ಕಾರ ನಿರ್ಧರಿಸಿದೆ. ಗ್ರಾಮೀಣ ಸೇವೆ ಕಡ್ಡಾಯ 2023 ರ ತಿದ್ದುಪಡಿ ವಿಧೇಯಕಕ್ಕೆ ಸಂಪುಟ ಒಪ್ಪಿಗೆ ನೀಡಿದೆ. ವೈದ್ಯಕೀಯ ಶಿಕ್ಷಣ ಪೂರೈಸಿದ ವಿದ್ಯಾರ್ಥಿಗಳು ಇನ್ನು ಮುಂದೆ ಕಡ್ಡಾಯವಾಗಿ ಗ್ರಾಮೀಣ ಪ್ರದೇಶದಲ್ಲಿ ಸೇವೆ ಸಲ್ಲಿಸುವ ಅಗತ್ಯವಿಲ್ಲ. ಈ ನಿಟ್ಟಿನಲ್ಲಿ ವೈದ್ಯಕೀಯ ಶಿಕ್ಷಣ ಇಲಾಖೆ ಅಧಿಸೂಚನೆ ಹೊರಡಿಸಲಿದೆ.: [102, 1106, 480, 1222]
